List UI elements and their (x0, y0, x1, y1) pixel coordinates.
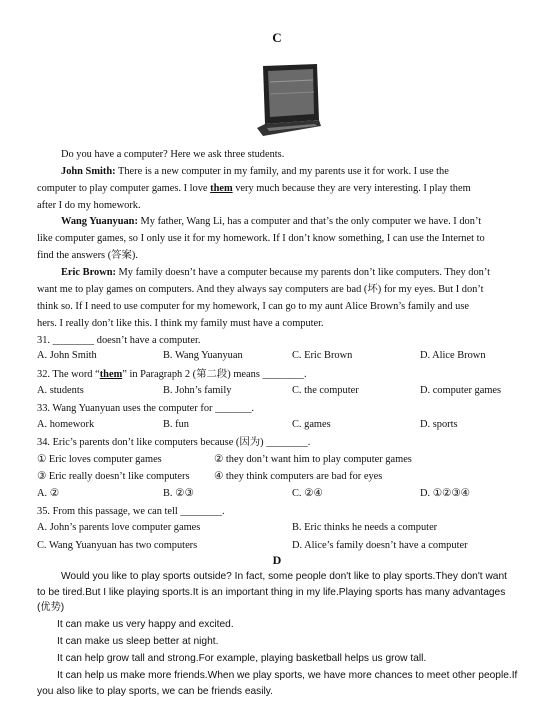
question-31-stem: 31. ________ doesn’t have a computer. (37, 335, 201, 346)
wang-para-line3: find the answers (答案). (37, 250, 138, 261)
q33-option-c[interactable]: C. games (292, 419, 331, 430)
john-text-1: There is a new computer in my family, and my parents use it for work. I use the (118, 166, 449, 177)
wang-text-1: My father, Wang Li, has a computer and that’s the only computer we have. I don’t (140, 216, 482, 227)
laptop-icon (257, 62, 321, 138)
d-para5-line2: you also like to play sports, we can be friends easily. (37, 686, 273, 697)
q35-option-c[interactable]: C. Wang Yuanyuan has two computers (37, 540, 198, 551)
q35-option-d[interactable]: D. Alice’s family doesn’t have a computer (292, 540, 468, 551)
john-text-2b: very much because they are very interesting. I play them (232, 183, 471, 194)
q31-option-a[interactable]: A. John Smith (37, 350, 97, 361)
q34-statement-4: ④ they think computers are bad for eyes (214, 471, 383, 482)
eric-text-1: My family doesn’t have a computer because my parents don’t like computers. They don’t (118, 267, 491, 278)
john-para-line2 (37, 182, 471, 195)
d-para2: It can make us very happy and excited. (57, 619, 234, 630)
john-them-word: them (210, 183, 233, 194)
q32-option-c[interactable]: C. the computer (292, 385, 359, 396)
question-33-stem: 33. Wang Yuanyuan uses the computer for _______. (37, 403, 255, 414)
q34-option-a[interactable]: A. ② (37, 488, 60, 499)
q32-option-d[interactable]: D. computer games (420, 385, 502, 396)
q34-statement-3: ③ Eric really doesn’t like computers (37, 471, 190, 482)
d-para1-line1: Would you like to play sports outside? In fact, some people don't like to play sports.They don't want (61, 571, 507, 582)
q32-option-a[interactable]: A. students (37, 385, 84, 396)
q34-statement-2: ② they don’t want him to play computer games (214, 454, 412, 465)
question-34-stem: 34. Eric’s parents don’t like computers because (因为) ________. (37, 437, 311, 448)
question-32-stem (37, 368, 307, 381)
john-para-line3: after I do my homework. (37, 200, 141, 211)
d-para5-line1: It can help us make more friends.When we play sports, we have more chances to meet other people.If (57, 670, 518, 681)
q35-option-b[interactable]: B. Eric thinks he needs a computer (292, 522, 438, 533)
eric-para-line2: want me to play games on computers. And they always say computers are bad (坏) for my eyes. But I don’t (37, 284, 484, 295)
eric-para-line3: think so. If I need to use computer for my homework, I can go to my aunt Alice Brown’s family and use (37, 301, 469, 312)
q34-statement-1: ① Eric loves computer games (37, 454, 162, 465)
d-para1-line3: (优势) (37, 602, 65, 613)
q33-option-b[interactable]: B. fun (163, 419, 189, 430)
wang-para-line1 (61, 215, 481, 228)
q32-them-word: them (99, 369, 123, 380)
d-para4: It can help grow tall and strong.For example, playing basketball helps us grow tall. (57, 653, 427, 664)
john-text-2a: computer to play computer games. I love (37, 183, 211, 194)
q31-option-d[interactable]: D. Alice Brown (420, 350, 486, 361)
q32-stem-b: ” in Paragraph 2 (第二段) means ________. (122, 369, 307, 380)
d-para1-line2: to be tired.But I like playing sports.It is an important thing in my life.Playing sports has many advantages (37, 587, 506, 598)
speaker-eric: Eric Brown: (61, 267, 116, 278)
eric-para-line1 (61, 266, 490, 279)
speaker-john: John Smith: (61, 166, 116, 177)
section-d-label: D (272, 553, 282, 567)
wang-para-line2: like computer games, so I only use it for my homework. If I don’t know something, I can use the Internet to (37, 233, 485, 244)
john-para-line1 (61, 165, 449, 178)
q33-option-d[interactable]: D. sports (420, 419, 458, 430)
passage-intro: Do you have a computer? Here we ask three students. (61, 149, 285, 160)
q31-option-c[interactable]: C. Eric Brown (292, 350, 353, 361)
d-para3: It can make us sleep better at night. (57, 636, 219, 647)
speaker-wang: Wang Yuanyuan: (61, 216, 138, 227)
q32-option-b[interactable]: B. John’s family (163, 385, 232, 396)
section-c-label: C (272, 30, 282, 45)
eric-para-line4: hers. I really don’t like this. I think my family must have a computer. (37, 318, 324, 329)
q33-option-a[interactable]: A. homework (37, 419, 95, 430)
q34-option-d[interactable]: D. ①②③④ (420, 488, 470, 499)
q32-stem-a: 32. The word “ (37, 369, 100, 380)
q34-option-b[interactable]: B. ②③ (163, 488, 194, 499)
q35-option-a[interactable]: A. John’s parents love computer games (37, 522, 201, 533)
question-35-stem: 35. From this passage, we can tell ________. (37, 506, 225, 517)
q34-option-c[interactable]: C. ②④ (292, 488, 323, 499)
q31-option-b[interactable]: B. Wang Yuanyuan (163, 350, 243, 361)
